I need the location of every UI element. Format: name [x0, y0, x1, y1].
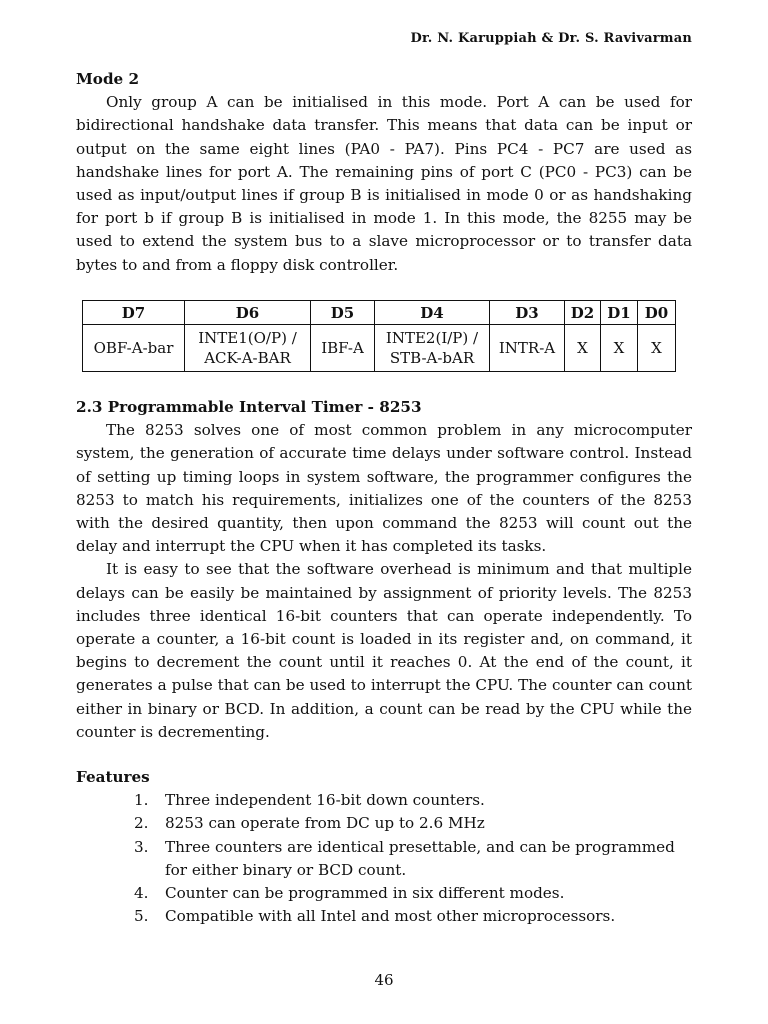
- table-cell: X: [565, 325, 601, 372]
- list-item: 5. Compatible with all Intel and most other microprocessors.: [134, 907, 616, 926]
- table-cell: X: [601, 325, 638, 372]
- features-heading: Features: [76, 768, 150, 786]
- list-item: 3. Three counters are identical presettable, and can be programmed for either binary or BCD count.: [134, 837, 675, 879]
- list-item: 4. Counter can be programmed in six different modes.: [134, 884, 565, 903]
- running-header: Dr. N. Karuppiah & Dr. S. Ravivarman: [410, 31, 692, 46]
- table-row: [83, 325, 676, 372]
- timer-paragraph-2: It is easy to see that the software overhead is minimum and that multiple delays can be easily be maintained by assignment of priority levels. The 8253 includes three identical 16-bit counters that can operate independently. To operate a counter, a 16-bit count is loaded in its register and, on command, it begins to decrement the count until it reaches 0. At the end of the count, it generates a pulse that can be used to interrupt the CPU. The counter can count either in binary or BCD. In addition, a count can be read by the CPU while the counter is decrementing.: [76, 560, 692, 741]
- table-header-cell: D1: [601, 301, 638, 325]
- table-header-cell: D6: [185, 301, 311, 325]
- section-heading: 2.3 Programmable Interval Timer - 8253: [76, 398, 422, 416]
- table-cell: INTE1(O/P) / ACK-A-BAR: [185, 325, 311, 372]
- table-header-cell: D3: [490, 301, 565, 325]
- table-cell: INTR-A: [490, 325, 565, 372]
- table-header-cell: D0: [638, 301, 676, 325]
- table-cell: OBF-A-bar: [83, 325, 185, 372]
- table-cell: INTE2(I/P) / STB-A-bAR: [375, 325, 490, 372]
- table-header-cell: D4: [375, 301, 490, 325]
- mode2-section: [76, 68, 692, 277]
- table-header-cell: D5: [311, 301, 375, 325]
- list-item: 1. Three independent 16-bit down counters.: [134, 791, 485, 810]
- table-cell: X: [638, 325, 676, 372]
- port-c-bit-table: [82, 300, 676, 372]
- page-number: 46: [374, 971, 394, 989]
- table-header-row: [83, 301, 676, 325]
- mode2-heading: Mode 2: [76, 70, 140, 88]
- timer-paragraph-1: The 8253 solves one of most common problem in any microcomputer system, the generation of accurate time delays under software control. Instead of setting up timing loops in system software, the programmer configures the 8253 to match his requirements, initializes one of the counters of the 8253 with the desired quantity, then upon command the 8253 will count out the delay and interrupt the CPU when it has completed its tasks.: [76, 421, 692, 556]
- features-section: [76, 766, 692, 928]
- list-item: 2. 8253 can operate from DC up to 2.6 MHz: [134, 814, 485, 833]
- table-cell: IBF-A: [311, 325, 375, 372]
- timer-section: [76, 396, 692, 744]
- table-header-cell: D7: [83, 301, 185, 325]
- table-header-cell: D2: [565, 301, 601, 325]
- features-list: [76, 789, 692, 928]
- mode2-paragraph: Only group A can be initialised in this mode. Port A can be used for bidirectional handshake data transfer. This means that data can be input or output on the same eight lines (PA0 - PA7). Pins PC4 - PC7 are used as handshake lines for port A. The remaining pins of port C (PC0 - PC3) can be used as input/output lines if group B is initialised in mode 0 or as handshaking for port b if group B is initialised in mode 1. In this mode, the 8255 may be used to extend the system bus to a slave microprocessor or to transfer data bytes to and from a floppy disk controller.: [76, 93, 692, 274]
